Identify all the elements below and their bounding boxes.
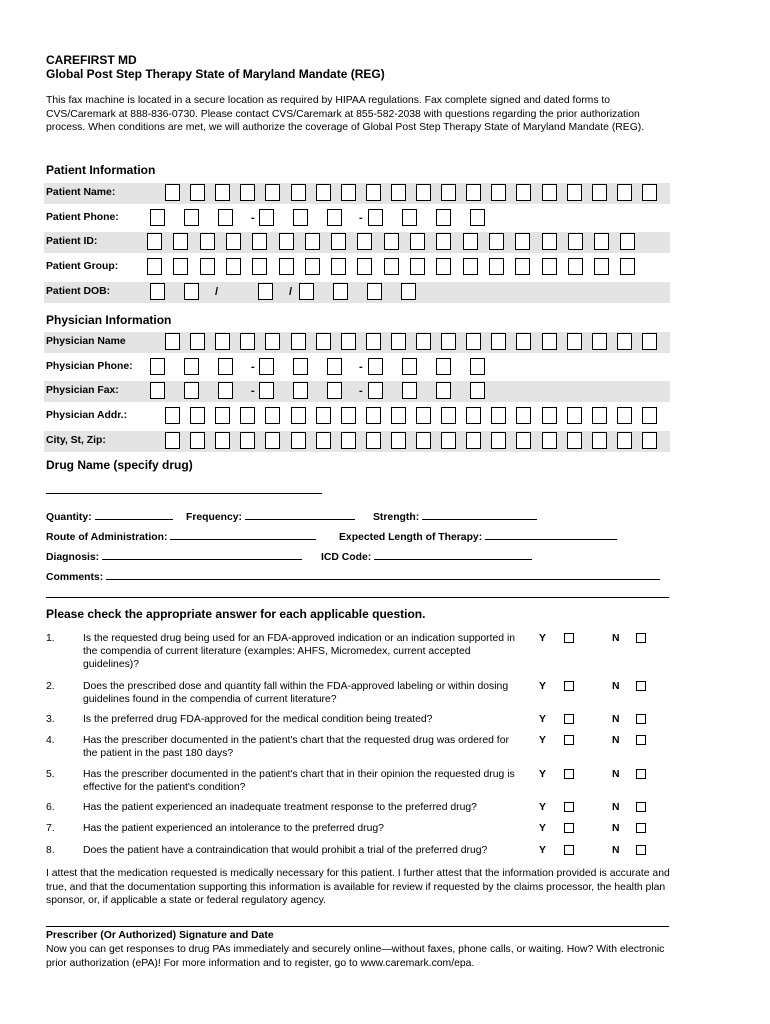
char-box[interactable] [316, 184, 331, 201]
char-box[interactable] [147, 233, 162, 250]
char-box[interactable] [592, 432, 607, 449]
yes-label: Y [539, 845, 546, 856]
question-7 [46, 822, 676, 836]
char-box[interactable] [240, 184, 255, 201]
frequency-line[interactable] [245, 508, 355, 520]
char-box[interactable] [516, 432, 531, 449]
route-label: Route of Administration: [46, 532, 168, 543]
char-box[interactable] [567, 184, 582, 201]
no-checkbox[interactable] [636, 633, 646, 643]
comments-line-2[interactable] [46, 597, 669, 598]
yes-checkbox[interactable] [564, 769, 574, 779]
char-box[interactable] [200, 258, 215, 275]
char-box[interactable] [642, 407, 657, 424]
char-box[interactable] [391, 184, 406, 201]
char-box[interactable] [226, 258, 241, 275]
char-box[interactable] [515, 233, 530, 250]
char-box[interactable] [391, 432, 406, 449]
char-box[interactable] [150, 358, 165, 375]
char-box[interactable] [516, 407, 531, 424]
patient-group-row [44, 257, 670, 278]
char-box[interactable] [416, 184, 431, 201]
char-box[interactable] [568, 233, 583, 250]
char-box[interactable] [567, 333, 582, 350]
char-box[interactable] [357, 258, 372, 275]
char-box[interactable] [341, 184, 356, 201]
length-field [339, 528, 617, 543]
char-box[interactable] [489, 233, 504, 250]
char-box[interactable] [215, 333, 230, 350]
char-box[interactable] [190, 407, 205, 424]
char-box[interactable] [401, 283, 416, 300]
no-checkbox[interactable] [636, 845, 646, 855]
char-box[interactable] [218, 209, 233, 226]
char-box[interactable] [542, 432, 557, 449]
char-box[interactable] [184, 358, 199, 375]
char-box[interactable] [368, 358, 383, 375]
char-box[interactable] [410, 233, 425, 250]
char-box[interactable] [215, 184, 230, 201]
char-box[interactable] [470, 382, 485, 399]
char-box[interactable] [592, 407, 607, 424]
question-text: Does the prescribed dose and quantity fall within the FDA-approved labeling or within dosing guidelines found in the compendia of current literature? [83, 681, 509, 705]
char-box[interactable] [436, 209, 451, 226]
char-box[interactable] [327, 382, 342, 399]
form-title: Global Post Step Therapy State of Maryland Mandate (REG) [46, 67, 385, 81]
char-box[interactable] [463, 258, 478, 275]
slash-separator: / [215, 286, 219, 298]
no-label: N [612, 735, 620, 746]
char-box[interactable] [341, 432, 356, 449]
char-box[interactable] [366, 184, 381, 201]
strength-field [373, 508, 537, 523]
question-8 [46, 844, 676, 858]
char-box[interactable] [491, 432, 506, 449]
physician-name-label: Physician Name [46, 336, 126, 347]
char-box[interactable] [184, 209, 199, 226]
yes-checkbox[interactable] [564, 633, 574, 643]
char-box[interactable] [165, 184, 180, 201]
char-box[interactable] [215, 407, 230, 424]
char-box[interactable] [542, 407, 557, 424]
char-box[interactable] [617, 407, 632, 424]
question-text: Is the preferred drug FDA-approved for the medical condition being treated? [83, 714, 433, 725]
question-1 [46, 632, 676, 672]
char-box[interactable] [466, 333, 481, 350]
question-3 [46, 713, 676, 727]
char-box[interactable] [516, 184, 531, 201]
dash-separator: - [251, 212, 255, 224]
char-box[interactable] [279, 258, 294, 275]
char-box[interactable] [568, 258, 583, 275]
char-box[interactable] [173, 258, 188, 275]
char-box[interactable] [436, 358, 451, 375]
yes-checkbox[interactable] [564, 681, 574, 691]
char-box[interactable] [341, 407, 356, 424]
char-box[interactable] [594, 258, 609, 275]
char-box[interactable] [218, 382, 233, 399]
char-box[interactable] [265, 432, 280, 449]
char-box[interactable] [515, 258, 530, 275]
patient-id-label: Patient ID: [46, 236, 98, 247]
char-box[interactable] [617, 184, 632, 201]
plan-name: CAREFIRST MD [46, 53, 137, 67]
char-box[interactable] [491, 333, 506, 350]
question-text: Is the requested drug being used for an FDA-approved indication or an indication supported in the compendia of current literature (examples: AHFS, Micromedex, current accepted guidelines)? [83, 633, 516, 670]
quantity-line[interactable] [95, 508, 173, 520]
char-box[interactable] [436, 233, 451, 250]
char-box[interactable] [489, 258, 504, 275]
char-box[interactable] [367, 283, 382, 300]
char-box[interactable] [366, 333, 381, 350]
char-box[interactable] [259, 382, 274, 399]
char-box[interactable] [463, 233, 478, 250]
strength-line[interactable] [422, 508, 537, 520]
char-box[interactable] [299, 283, 314, 300]
yes-label: Y [539, 802, 546, 813]
question-number: 2. [46, 681, 55, 692]
question-text: Has the prescriber documented in the patient's chart that the requested drug was ordered for the patient in the past 180 days? [83, 735, 509, 759]
no-checkbox[interactable] [636, 735, 646, 745]
patient-dob-row [44, 282, 670, 303]
char-box[interactable] [542, 258, 557, 275]
char-box[interactable] [592, 184, 607, 201]
no-label: N [612, 845, 620, 856]
quantity-field [46, 508, 173, 523]
route-line[interactable] [170, 528, 316, 540]
no-label: N [612, 714, 620, 725]
char-box[interactable] [165, 432, 180, 449]
char-box[interactable] [291, 184, 306, 201]
char-box[interactable] [594, 233, 609, 250]
char-box[interactable] [327, 209, 342, 226]
char-box[interactable] [190, 184, 205, 201]
char-box[interactable] [293, 382, 308, 399]
char-box[interactable] [410, 258, 425, 275]
char-box[interactable] [366, 432, 381, 449]
physician-addr-label: Physician Addr.: [46, 410, 128, 421]
char-box[interactable] [642, 432, 657, 449]
char-box[interactable] [184, 382, 199, 399]
char-box[interactable] [391, 407, 406, 424]
patient-name-row [44, 183, 670, 204]
yes-label: Y [539, 823, 546, 834]
diagnosis-label: Diagnosis: [46, 552, 100, 563]
char-box[interactable] [218, 358, 233, 375]
char-box[interactable] [316, 432, 331, 449]
char-box[interactable] [470, 358, 485, 375]
yes-label: Y [539, 633, 546, 644]
physician-addr-row [44, 406, 670, 427]
char-box[interactable] [620, 233, 635, 250]
char-box[interactable] [252, 233, 267, 250]
char-box[interactable] [357, 233, 372, 250]
question-number: 5. [46, 769, 55, 780]
physician-fax-row [44, 381, 670, 402]
yes-checkbox[interactable] [564, 735, 574, 745]
question-number: 8. [46, 845, 55, 856]
char-box[interactable] [542, 333, 557, 350]
physician-city-row [44, 431, 670, 452]
comments-field [46, 568, 660, 583]
char-box[interactable] [368, 382, 383, 399]
physician-name-row [44, 332, 670, 353]
char-box[interactable] [620, 258, 635, 275]
signature-line[interactable] [46, 926, 669, 927]
char-box[interactable] [240, 432, 255, 449]
patient-id-row [44, 232, 670, 253]
yes-checkbox[interactable] [564, 823, 574, 833]
yes-checkbox[interactable] [564, 714, 574, 724]
yes-checkbox[interactable] [564, 802, 574, 812]
length-line[interactable] [485, 528, 617, 540]
char-box[interactable] [291, 407, 306, 424]
no-label: N [612, 633, 620, 644]
char-box[interactable] [327, 358, 342, 375]
strength-label: Strength: [373, 512, 420, 523]
no-checkbox[interactable] [636, 802, 646, 812]
icd-field [321, 548, 532, 563]
char-box[interactable] [542, 184, 557, 201]
char-box[interactable] [416, 432, 431, 449]
char-box[interactable] [173, 233, 188, 250]
physician-phone-label: Physician Phone: [46, 361, 133, 372]
char-box[interactable] [265, 333, 280, 350]
patient-name-label: Patient Name: [46, 187, 116, 198]
question-text: Does the patient have a contraindication that would prohibit a trial of the preferred drug? [83, 845, 488, 856]
question-text: Has the prescriber documented in the patient's chart that in their opinion the requested drug is effective for the patient's condition? [83, 769, 515, 793]
char-box[interactable] [331, 233, 346, 250]
char-box[interactable] [293, 209, 308, 226]
yes-label: Y [539, 714, 546, 725]
char-box[interactable] [240, 333, 255, 350]
char-box[interactable] [259, 358, 274, 375]
no-checkbox[interactable] [636, 681, 646, 691]
char-box[interactable] [441, 407, 456, 424]
char-box[interactable] [190, 432, 205, 449]
char-box[interactable] [147, 258, 162, 275]
drug-section-heading: Drug Name (specify drug) [46, 458, 193, 472]
char-box[interactable] [617, 333, 632, 350]
dash-separator: - [251, 385, 255, 397]
char-box[interactable] [291, 333, 306, 350]
char-box[interactable] [470, 209, 485, 226]
dash-separator: - [251, 361, 255, 373]
char-box[interactable] [305, 258, 320, 275]
char-box[interactable] [466, 407, 481, 424]
patient-dob-label: Patient DOB: [46, 286, 111, 297]
comments-label: Comments: [46, 572, 104, 583]
physician-fax-label: Physician Fax: [46, 385, 119, 396]
char-box[interactable] [441, 333, 456, 350]
char-box[interactable] [252, 258, 267, 275]
icd-label: ICD Code: [321, 552, 372, 563]
dash-separator: - [359, 361, 363, 373]
slash-separator: / [289, 286, 293, 298]
char-box[interactable] [617, 432, 632, 449]
char-box[interactable] [416, 407, 431, 424]
char-box[interactable] [331, 258, 346, 275]
char-box[interactable] [215, 432, 230, 449]
char-box[interactable] [592, 333, 607, 350]
char-box[interactable] [402, 382, 417, 399]
char-box[interactable] [265, 184, 280, 201]
char-box[interactable] [384, 258, 399, 275]
question-number: 7. [46, 823, 55, 834]
yes-label: Y [539, 735, 546, 746]
physician-phone-row [44, 357, 670, 378]
no-label: N [612, 769, 620, 780]
question-4 [46, 734, 676, 761]
signature-label: Prescriber (Or Authorized) Signature and Date [46, 930, 274, 941]
length-label: Expected Length of Therapy: [339, 532, 483, 543]
frequency-label: Frequency: [186, 512, 243, 523]
char-box[interactable] [316, 407, 331, 424]
intro-text: This fax machine is located in a secure location as required by HIPAA regulations. Fax complete signed and dated forms to CVS/Caremark at 888-836-0730. Please contact CVS/Caremark at 855-582-2038 with questions regarding the prior authorization process. When conditions are met, we will authorize the coverage of Global Post Step Therapy State of Maryland Mandate (REG). [46, 95, 645, 133]
char-box[interactable] [567, 407, 582, 424]
char-box[interactable] [402, 358, 417, 375]
char-box[interactable] [384, 233, 399, 250]
frequency-field [186, 508, 355, 523]
char-box[interactable] [150, 382, 165, 399]
no-checkbox[interactable] [636, 823, 646, 833]
char-box[interactable] [466, 184, 481, 201]
question-text: Has the patient experienced an intolerance to the preferred drug? [83, 823, 384, 834]
char-box[interactable] [436, 382, 451, 399]
dash-separator: - [359, 212, 363, 224]
no-label: N [612, 681, 620, 692]
char-box[interactable] [567, 432, 582, 449]
char-box[interactable] [466, 432, 481, 449]
char-box[interactable] [293, 358, 308, 375]
char-box[interactable] [259, 209, 274, 226]
yes-label: Y [539, 681, 546, 692]
char-box[interactable] [441, 432, 456, 449]
no-label: N [612, 823, 620, 834]
quantity-label: Quantity: [46, 512, 92, 523]
drug-name-line[interactable] [46, 493, 322, 494]
char-box[interactable] [200, 233, 215, 250]
char-box[interactable] [265, 407, 280, 424]
char-box[interactable] [305, 233, 320, 250]
char-box[interactable] [316, 333, 331, 350]
yes-checkbox[interactable] [564, 845, 574, 855]
question-number: 3. [46, 714, 55, 725]
no-label: N [612, 802, 620, 813]
comments-line[interactable] [106, 568, 660, 580]
questions-heading: Please check the appropriate answer for each applicable question. [46, 607, 426, 621]
char-box[interactable] [279, 233, 294, 250]
char-box[interactable] [165, 333, 180, 350]
char-box[interactable] [184, 283, 199, 300]
char-box[interactable] [516, 333, 531, 350]
patient-phone-label: Patient Phone: [46, 212, 119, 223]
char-box[interactable] [226, 233, 241, 250]
char-box[interactable] [240, 407, 255, 424]
icd-line[interactable] [374, 548, 532, 560]
char-box[interactable] [436, 258, 451, 275]
question-text: Has the patient experienced an inadequate treatment response to the preferred drug? [83, 802, 477, 813]
diagnosis-field [46, 548, 302, 563]
char-box[interactable] [150, 283, 165, 300]
char-box[interactable] [368, 209, 383, 226]
patient-group-label: Patient Group: [46, 261, 119, 272]
yes-label: Y [539, 769, 546, 780]
char-box[interactable] [642, 184, 657, 201]
no-checkbox[interactable] [636, 769, 646, 779]
diagnosis-line[interactable] [102, 548, 302, 560]
char-box[interactable] [441, 184, 456, 201]
question-5 [46, 768, 676, 795]
question-number: 6. [46, 802, 55, 813]
question-2 [46, 680, 676, 707]
route-field [46, 528, 316, 543]
physician-city-label: City, St, Zip: [46, 435, 106, 446]
char-box[interactable] [642, 333, 657, 350]
patient-section-heading: Patient Information [46, 163, 156, 177]
dash-separator: - [359, 385, 363, 397]
footer-text: Now you can get responses to drug PAs immediately and securely online—without faxes, phone calls, or waiting. How? With electronic prior authorization (ePA)! For more information and to register, go to www.caremark.com/epa. [46, 944, 665, 969]
char-box[interactable] [542, 233, 557, 250]
char-box[interactable] [150, 209, 165, 226]
physician-section-heading: Physician Information [46, 313, 172, 327]
char-box[interactable] [190, 333, 205, 350]
char-box[interactable] [333, 283, 348, 300]
attestation-text: I attest that the medication requested is medically necessary for this patient. I further attest that the information provided is accurate and true, and that the documentation supporting this information is available for review if requested by the claims processor, the health plan sponsor, or, if applicable a state or federal regulatory agency. [46, 868, 670, 906]
question-6 [46, 801, 676, 815]
char-box[interactable] [341, 333, 356, 350]
patient-phone-row [44, 208, 670, 229]
char-box[interactable] [291, 432, 306, 449]
no-checkbox[interactable] [636, 714, 646, 724]
char-box[interactable] [165, 407, 180, 424]
question-number: 1. [46, 633, 55, 644]
char-box[interactable] [366, 407, 381, 424]
char-box[interactable] [258, 283, 273, 300]
char-box[interactable] [416, 333, 431, 350]
char-box[interactable] [391, 333, 406, 350]
char-box[interactable] [491, 184, 506, 201]
char-box[interactable] [402, 209, 417, 226]
question-number: 4. [46, 735, 55, 746]
char-box[interactable] [491, 407, 506, 424]
